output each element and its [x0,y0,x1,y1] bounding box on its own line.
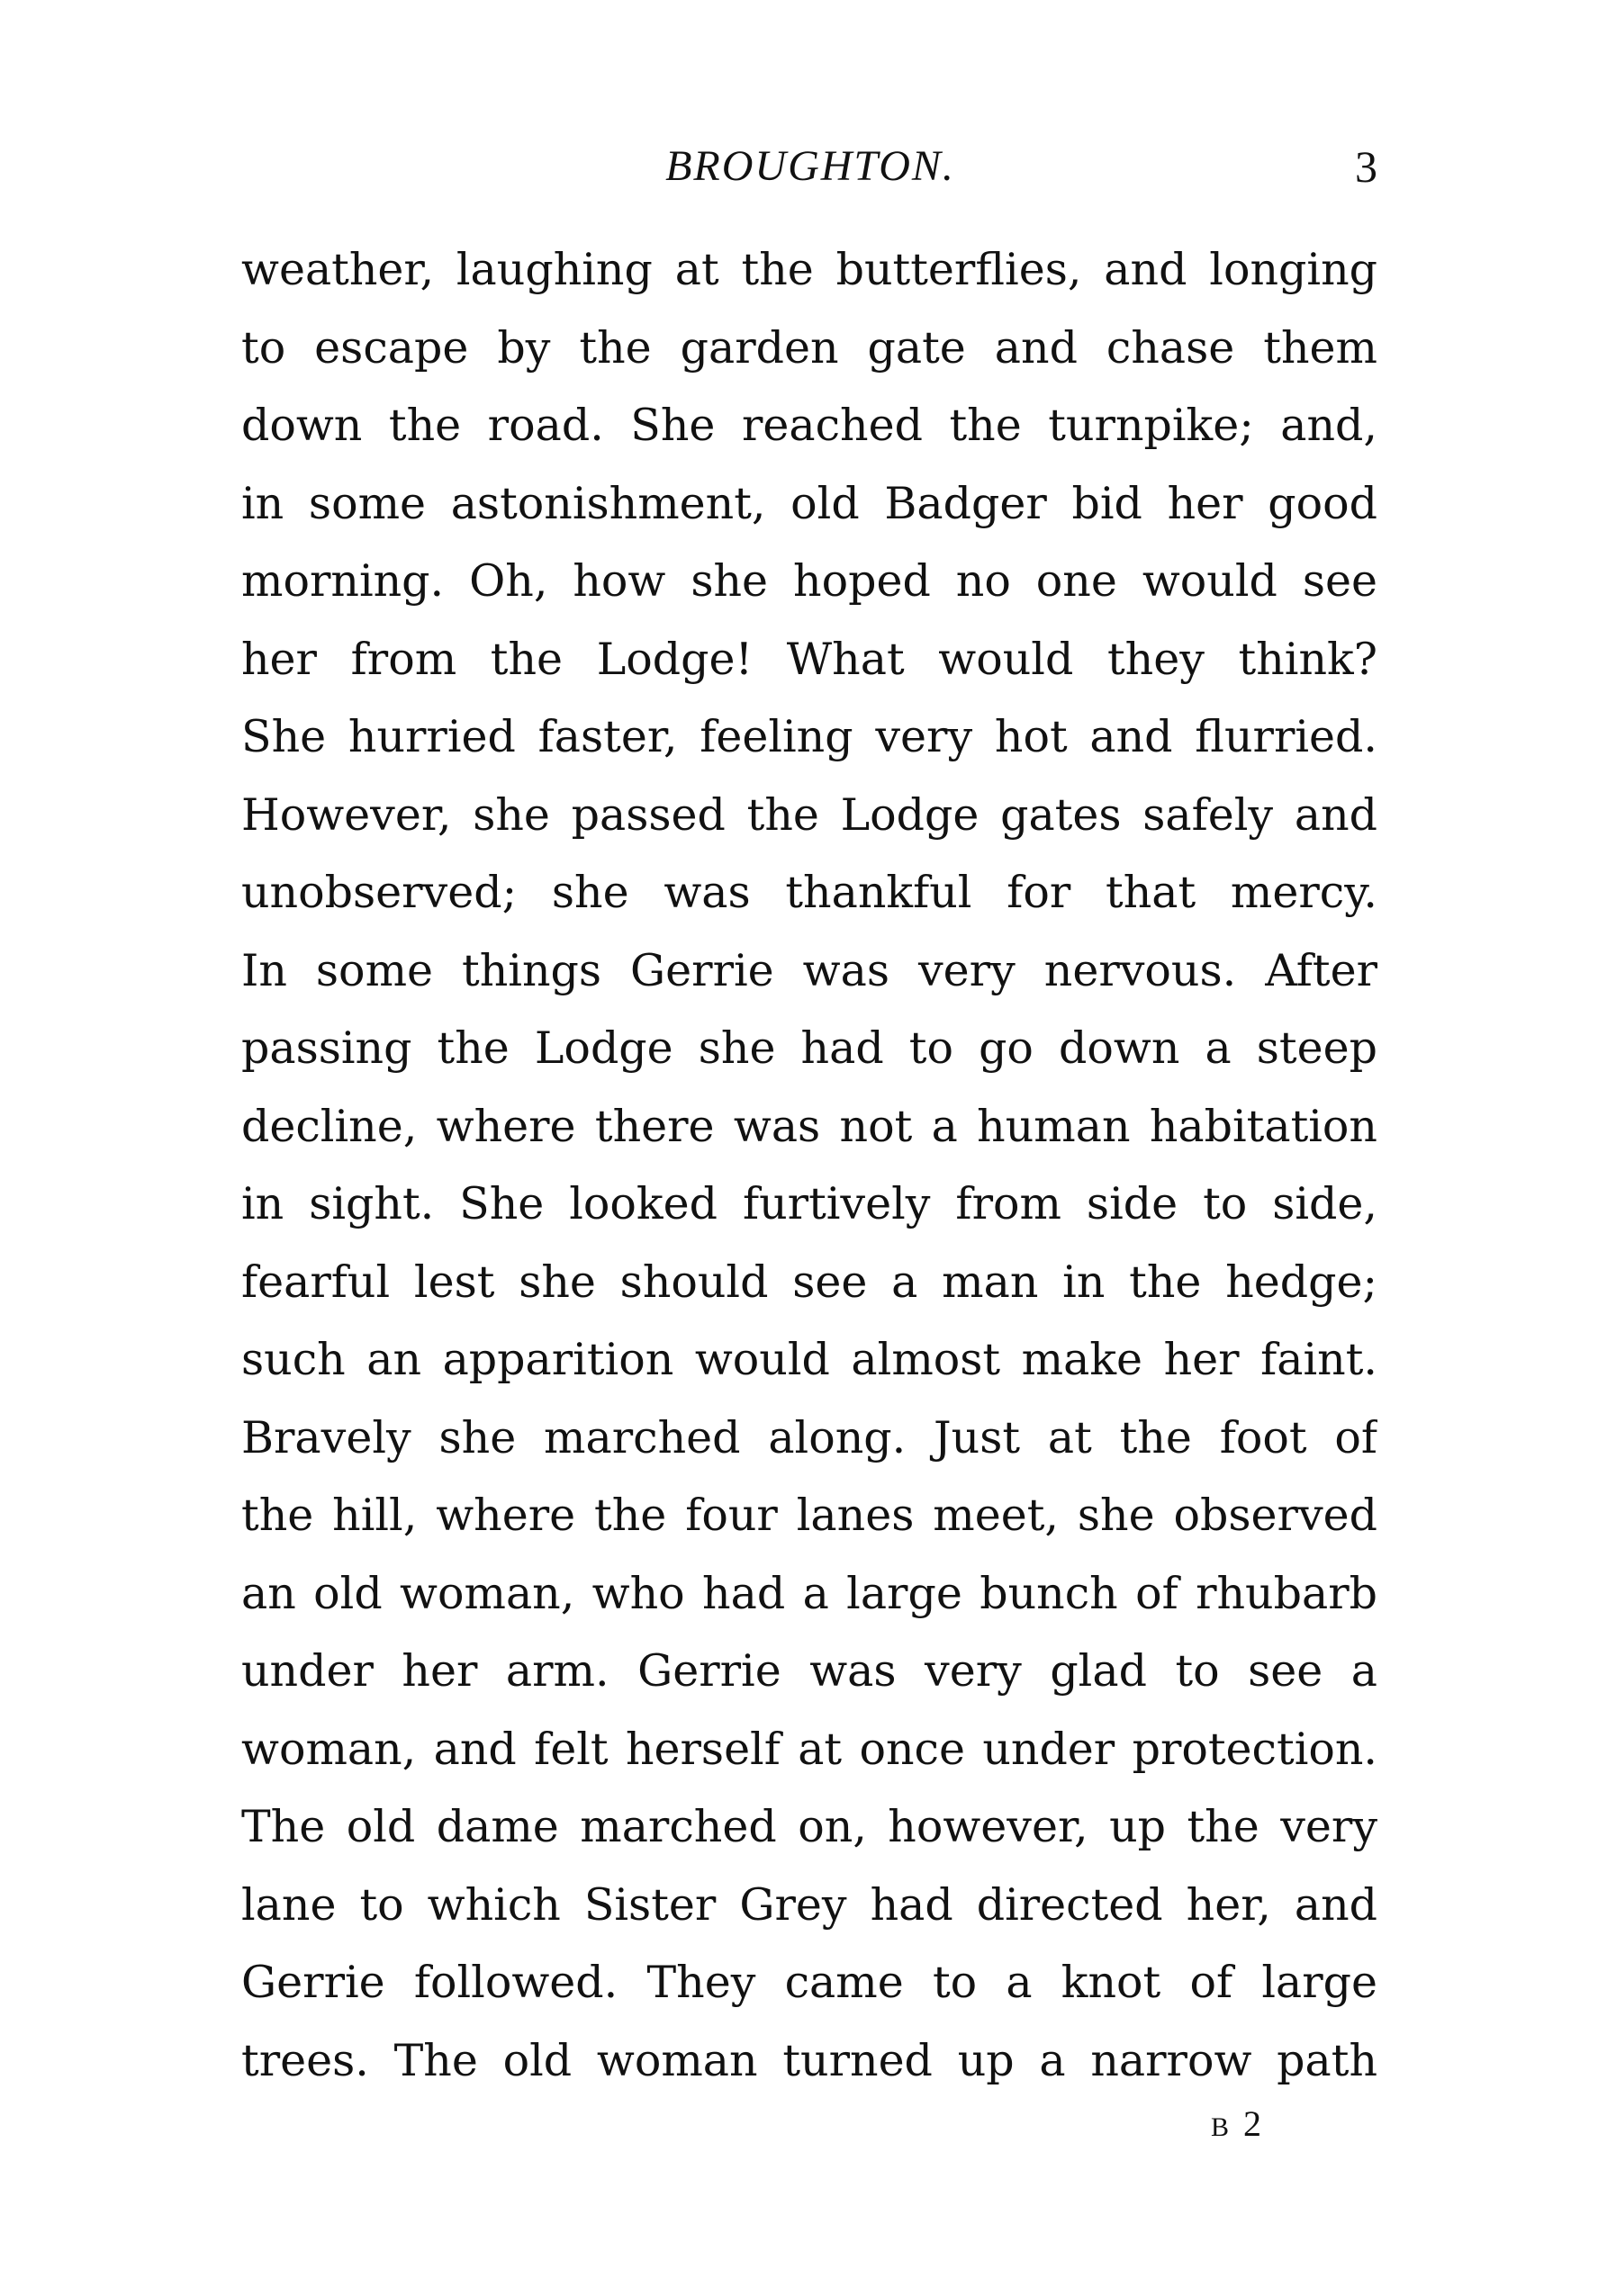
text-line: down the road. She reached the turnpike; and, [241,400,1377,451]
running-head-title: BROUGHTON. [665,142,955,190]
text-line: weather, laughing at the butterflies, and longing [241,244,1377,295]
text-line: fearful lest she should see a man in the hedge; [241,1256,1377,1308]
text-line: However, she passed the Lodge gates safely and [241,788,1377,841]
text-line: an old woman, who had a large bunch of rhubarb [241,1567,1377,1619]
text-line: woman, and felt herself at once under protection. [241,1723,1377,1775]
signature-mark [1211,2097,1264,2155]
text-line: such an apparition would almost make her faint. [241,1334,1377,1385]
signature-letter: B [1211,2112,1232,2142]
text-line: morning. Oh, how she hoped no one would see [241,555,1377,607]
text-line: She hurried faster, feeling very hot and flurried. [241,711,1377,762]
signature-number: 2 [1243,2103,1265,2144]
text-line: Gerrie followed. They came to a knot of large [241,1957,1377,2008]
text-line: The old dame marched on, however, up the very [241,1801,1377,1852]
text-line: lane to which Sister Grey had directed her, and [241,1878,1377,1931]
body-text [241,231,1377,2100]
running-head [243,135,1377,198]
text-line: her from the Lodge! What would they think? [241,633,1377,685]
page-number: 3 [1355,141,1377,192]
text-line: decline, where there was not a human habitation [241,1100,1377,1152]
text-line: the hill, where the four lanes meet, she observed [241,1490,1377,1541]
text-line: trees. The old woman turned up a narrow path [241,2034,1377,2086]
text-line: unobserved; she was thankful for that mercy. [241,867,1377,918]
text-line: Bravely she marched along. Just at the foot of [241,1411,1377,1463]
text-line: in sight. She looked furtively from side to side, [241,1178,1377,1229]
text-line: to escape by the garden gate and chase them [241,321,1377,374]
text-line: in some astonishment, old Badger bid her good [241,477,1377,529]
text-line: In some things Gerrie was very nervous. After [241,944,1377,996]
text-line: under her arm. Gerrie was very glad to see a [241,1645,1377,1697]
text-line: passing the Lodge she had to go down a steep [241,1022,1377,1074]
